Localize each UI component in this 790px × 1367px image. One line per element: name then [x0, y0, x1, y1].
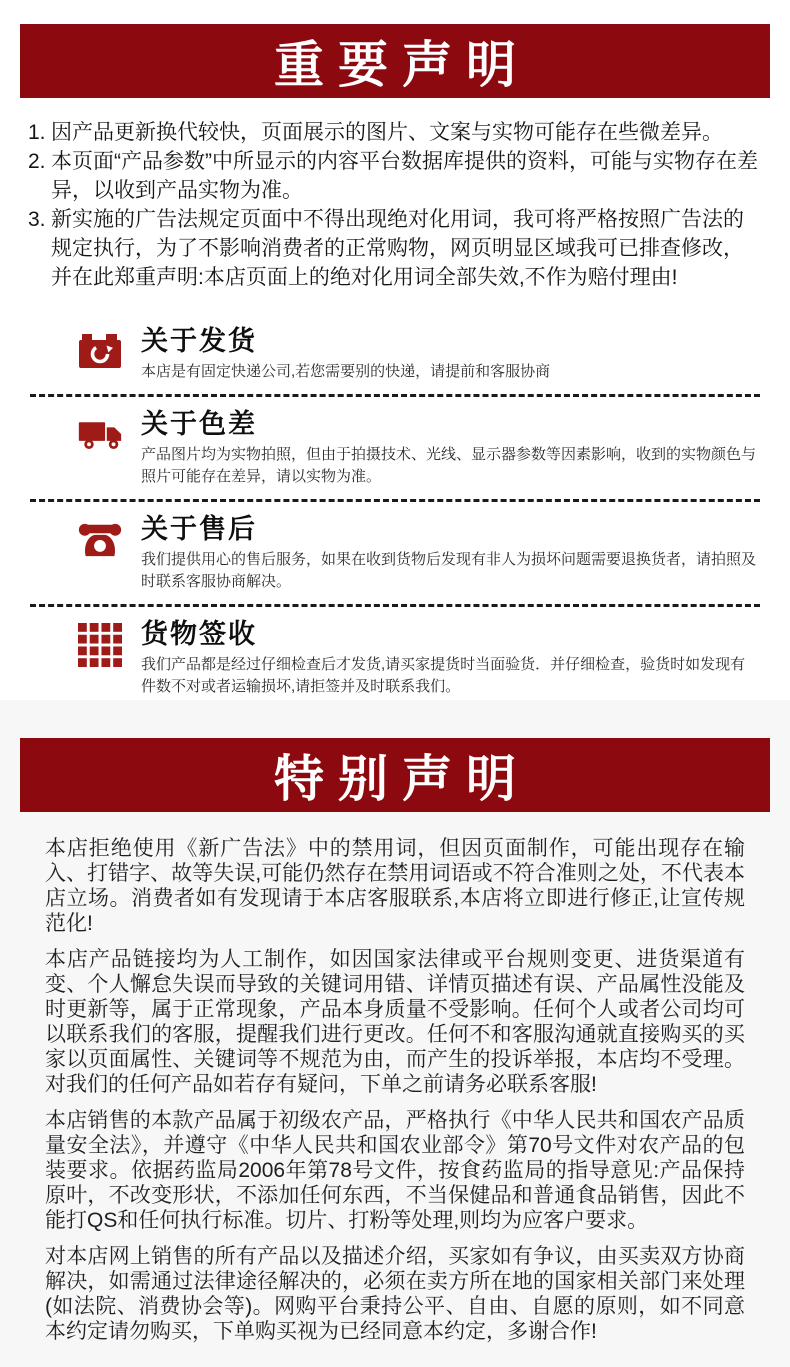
notice-item-number: 1. — [28, 121, 46, 144]
feature-list — [0, 316, 790, 707]
notice-item-text: 本页面“产品参数”中所显示的内容平台数据库提供的资料，可能与实物存在差异，以收到产品实物为准。 — [51, 150, 758, 202]
grid-icon — [78, 623, 122, 667]
special-paragraph: 本店销售的本款产品属于初级农产品，严格执行《中华人民共和国农产品质量安全法》，并遵守《中华人民共和国农业部令》第70号文件对农产品的包装要求。依据药监局2006年第78号文件，按食药监局的指导意见:产品保持原叶，不改变形状，不添加任何东西，不当保健品和普通食品销售，因此不能打QS和任何执行标准。切片、打粉等处理,则均为应客户要求。 — [45, 1109, 745, 1232]
feature-title: 货物签收 — [141, 619, 257, 649]
feature-title: 关于色差 — [141, 409, 257, 439]
feature-body — [141, 513, 756, 593]
notice-item-number: 3. — [28, 208, 46, 231]
important-banner — [20, 24, 770, 98]
dashed-divider — [30, 394, 760, 397]
feature-body — [141, 325, 756, 383]
special-banner-title: 特别声明 — [274, 751, 530, 807]
important-banner-title: 重要声明 — [274, 37, 530, 93]
feature-title: 关于发货 — [141, 326, 257, 356]
phone-icon — [78, 518, 122, 562]
dashed-divider — [30, 604, 760, 607]
special-paragraph: 本店拒绝使用《新广告法》中的禁用词，但因页面制作，可能出现存在输入、打错字、故等失误,可能仍然存在禁用词语或不符合准则之处，不代表本店立场。消费者如有发现请于本店客服联系,本店将立即进行修正,让宣传规范化! — [45, 837, 745, 935]
notice-list — [28, 118, 764, 292]
feature-row-shipping — [0, 316, 790, 392]
special-paragraph: 本店产品链接均为人工制作，如因国家法律或平台规则变更、进货渠道有变、个人懈怠失误而导致的关键词用错、详情页描述有误、产品属性没能及时更新等，属于正常现象，产品本身质量不受影响。任何个人或者公司均可以联系我们的客服，提醒我们进行更改。任何不和客服沟通就直接购买的买家以页面属性、关键词等不规范为由，而产生的投诉举报，本店均不受理。对我们的任何产品如若存有疑问，下单之前请务必联系客服! — [45, 948, 745, 1096]
feature-desc: 我们提供用心的售后服务，如果在收到货物后发现有非人为损坏问题需要退换货者，请拍照及时联系客服协商解决。 — [141, 551, 757, 590]
feature-desc: 产品图片均为实物拍照，但由于拍摄技术、光线、显示器参数等因素影响，收到的实物颜色与照片可能存在差异，请以实物为准。 — [141, 446, 757, 485]
feature-desc: 我们产品都是经过仔细检查后才发货,请买家提货时当面验货．并仔细检查，验货时如发现有件数不对或者运输损坏,请拒签并及时联系我们。 — [141, 656, 746, 695]
notice-item-text: 因产品更新换代较快，页面展示的图片、文案与实物可能存在些微差异。 — [51, 121, 723, 144]
notice-item — [28, 147, 764, 205]
notice-item-text: 新实施的广告法规定页面中不得出现绝对化用词，我可将严格按照广告法的规定执行，为了不影响消费者的正常购物，网页明显区域我可已排查修改，并在此郑重声明:本店页面上的绝对化用词全部失效,不作为赔付理由! — [51, 208, 744, 289]
special-paragraph: 对本店网上销售的所有产品以及描述介绍，买家如有争议，由买卖双方协商解决，如需通过法律途径解决的，必须在卖方所在地的国家相关部门来处理(如法院、消费协会等)。网购平台秉持公平、自由、自愿的原则，如不同意本约定请勿购买，下单购买视为已经同意本约定，多谢合作! — [45, 1245, 745, 1343]
feature-row-receipt — [0, 609, 790, 707]
special-banner — [20, 738, 770, 812]
notice-item — [28, 205, 764, 292]
notice-item — [28, 118, 764, 147]
special-notice-section — [0, 700, 790, 1367]
special-paragraphs — [45, 836, 745, 1344]
feature-desc: 本店是有固定快递公司,若您需要别的快递，请提前和客服协商 — [141, 363, 551, 380]
feature-row-aftersale — [0, 504, 790, 602]
feature-body — [141, 618, 756, 698]
feature-row-color — [0, 399, 790, 497]
notice-item-number: 2. — [28, 150, 46, 173]
dashed-divider — [30, 499, 760, 502]
feature-title: 关于售后 — [141, 514, 257, 544]
feature-body — [141, 408, 756, 488]
truck-icon — [78, 413, 122, 457]
camera-icon — [78, 330, 122, 374]
